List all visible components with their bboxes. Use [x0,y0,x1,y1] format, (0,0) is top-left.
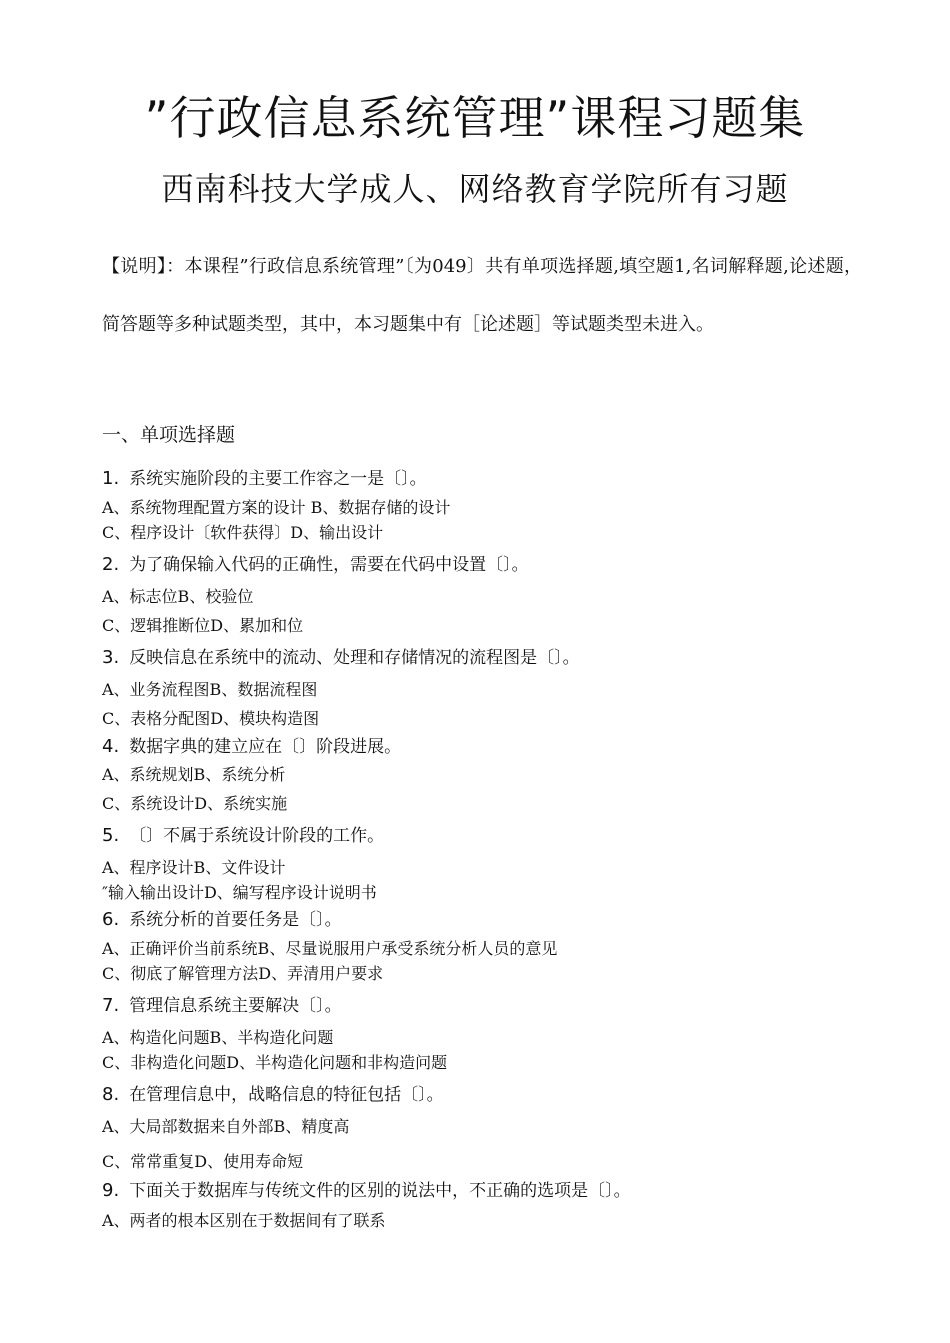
question-2-option-line-1: A、标志位B、校验位 [102,587,254,606]
question-4-option-line-2: C、系统设计D、系统实施 [102,794,288,813]
question-6 [102,908,342,932]
question-2 [102,553,529,577]
document-title: ”行政信息系统管理”课程习题集 [144,91,806,145]
question-number: 1. [102,468,120,489]
question-6-option-line-1: A、正确评价当前系统B、尽量说服用户承受系统分析人员的意见 [102,939,558,958]
question-7-option-line-1: A、构造化问题B、半构造化问题 [102,1028,334,1047]
question-4 [102,735,401,759]
question-4-option-line-1: A、系统规划B、系统分析 [102,765,286,784]
question-8-option-line-1: A、大局部数据来自外部B、精度高 [102,1117,350,1136]
question-number: 6. [102,909,120,930]
question-3-option-line-2: C、表格分配图D、模块构造图 [102,709,320,728]
question-7-option-line-2: C、非构造化问题D、半构造化问题和非构造问题 [102,1053,448,1072]
question-8 [102,1083,444,1107]
question-5-option-line-2: ″输入输出设计D、编写程序设计说明书 [102,883,377,902]
question-text: 〔〕不属于系统设计阶段的工作。 [129,826,385,846]
section-title: 一、单项选择题 [102,424,236,446]
question-text: 下面关于数据库与传统文件的区别的说法中，不正确的选项是〔〕。 [129,1181,631,1201]
question-text: 反映信息在系统中的流动、处理和存储情况的流程图是〔〕。 [129,648,580,668]
question-2-option-line-2: C、逻辑推断位D、累加和位 [102,616,304,635]
question-number: 2. [102,554,120,575]
question-5 [102,824,384,848]
document-subtitle: 西南科技大学成人、网络教育学院所有习题 [161,170,789,208]
question-8-option-line-2: C、常常重复D、使用寿命短 [102,1152,304,1171]
question-text: 系统实施阶段的主要工作容之一是〔〕。 [129,469,427,489]
question-text: 系统分析的首要任务是〔〕。 [129,910,342,930]
question-1 [102,467,427,491]
question-text: 为了确保输入代码的正确性，需要在代码中设置〔〕。 [129,555,529,575]
question-7 [102,994,342,1018]
question-text: 管理信息系统主要解决〔〕。 [129,996,342,1016]
question-3-option-line-1: A、业务流程图B、数据流程图 [102,680,318,699]
question-number: 5. [102,825,120,846]
question-number: 4. [102,736,120,757]
question-number: 8. [102,1084,120,1105]
question-1-option-line-1: A、系统物理配置方案的设计 B、数据存储的设计 [102,498,451,517]
question-number: 3. [102,647,120,668]
question-1-option-line-2: C、程序设计〔软件获得〕D、输出设计 [102,523,384,542]
question-text: 数据字典的建立应在〔〕阶段进展。 [129,737,402,757]
question-9-option-line-1: A、两者的根本区别在于数据间有了联系 [102,1211,386,1230]
question-5-option-line-1: A、程序设计B、文件设计 [102,858,286,877]
question-number: 7. [102,995,120,1016]
question-number: 9. [102,1180,120,1201]
question-3 [102,646,580,670]
question-6-option-line-2: C、彻底了解管理方法D、弄清用户要求 [102,964,384,983]
question-9 [102,1179,631,1203]
question-text: 在管理信息中，战略信息的特征包括〔〕。 [129,1085,444,1105]
intro-paragraph: 【说明】：本课程”行政信息系统管理”〔为049〕共有单项选择题,填空题1,名词解释题,论述题，简答题等多种试题类型，其中，本习题集中有［论述题］等试题类型未进入。 [102,256,862,335]
